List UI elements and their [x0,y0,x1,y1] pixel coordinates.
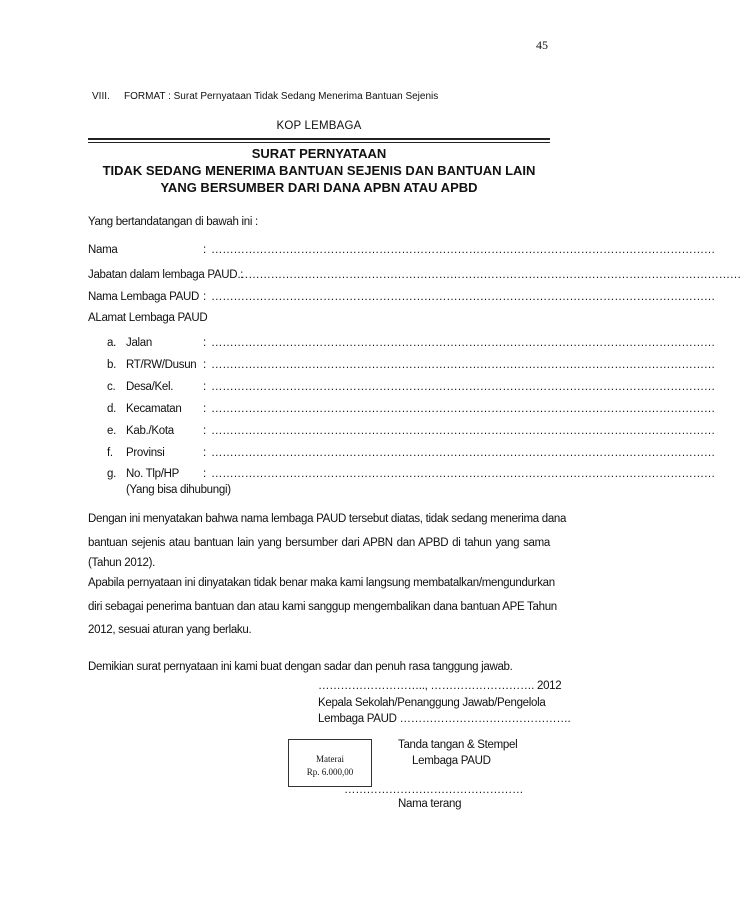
field-colon: : [203,447,206,459]
paragraph-2-line-3: 2012, sesuai aturan yang berlaku. [88,624,252,636]
format-title: Surat Pernyataan Tidak Sedang Menerima Bantuan Sejenis [173,91,439,102]
address-item-dots: ……………………………………………………………………………………………………………………… [211,425,716,437]
field-colon: : [203,359,206,371]
field-colon: : [203,291,206,303]
closing-text: Demikian surat pernyataan ini kami buat dengan sadar dan penuh rasa tanggung jawab. [88,661,513,673]
header-rule-thick [88,138,550,140]
field-label-jabatan: Jabatan dalam lembaga PAUD : [88,269,244,281]
paragraph-2-line-1: Apabila pernyataan ini dinyatakan tidak benar maka kami langsung membatalkan/mengundurkan [88,577,555,589]
page-number: 45 [536,38,548,52]
signature-role-1: Kepala Sekolah/Penanggung Jawab/Pengelola [318,697,546,709]
field-colon: : [203,337,206,349]
paragraph-2-line-2: diri sebagai penerima bantuan dan atau kami sanggup mengembalikan dana bantuan APE Tahun [88,601,557,613]
header-rule-thin [88,142,550,143]
field-colon: : [203,381,206,393]
address-item-dots: ……………………………………………………………………………………………………………………… [211,403,716,415]
address-item-dots: ……………………………………………………………………………………………………………………… [211,359,716,371]
address-item-letter: f. [107,447,113,459]
signature-label-1: Tanda tangan & Stempel [398,739,518,751]
kop-lembaga: KOP LEMBAGA [276,120,362,132]
field-label-alamat: ALamat Lembaga PAUD [88,312,208,324]
address-item-label: Desa/Kel. [126,381,174,393]
field-label-nama: Nama [88,244,118,256]
address-item-label: RT/RW/Dusun [126,359,197,371]
address-item-letter: b. [107,359,116,371]
paragraph-1-line-1: Dengan ini menyatakan bahwa nama lembaga PAUD tersebut diatas, tidak sedang menerima dana [88,513,567,525]
field-dots-nama: ……………………………………………………………………………………………………………………… [211,244,716,256]
address-item-label: Kab./Kota [126,425,174,437]
signature-date-line: ……………………….., ………………………. 2012 [318,680,562,692]
materai-box [288,739,372,787]
signature-name-label: Nama terang [398,798,462,810]
address-item-letter: a. [107,337,116,349]
signature-name-dots: ………………………………………… [344,784,524,796]
address-item-label: Kecamatan [126,403,182,415]
field-colon: : [203,244,206,256]
title-line-1: SURAT PERNYATAAN [251,146,387,161]
field-colon: : [203,425,206,437]
field-colon: : [203,403,206,415]
address-item-dots: ……………………………………………………………………………………………………………………… [211,381,716,393]
address-item-letter: c. [107,381,116,393]
address-item-letter: d. [107,403,116,415]
intro-text: Yang bertandatangan di bawah ini : [88,216,258,228]
paragraph-1-line-2: bantuan sejenis atau bantuan lain yang bersumber dari APBN dan APBD di tahun yang sama [88,537,550,549]
address-item-dots: ……………………………………………………………………………………………………………………… [211,337,716,349]
section-number: VIII. [92,91,110,102]
field-dots-nama-lembaga: ……………………………………………………………………………………………………………………… [211,291,716,303]
address-item-label: Jalan [126,337,152,349]
materai-label: Materai [316,754,344,764]
title-line-2: TIDAK SEDANG MENERIMA BANTUAN SEJENIS DAN BANTUAN LAIN [102,163,536,178]
address-item-label: No. Tlp/HP [126,468,180,480]
title-line-3: YANG BERSUMBER DARI DANA APBN ATAU APBD [160,180,478,195]
address-item-dots: ……………………………………………………………………………………………………………………… [211,468,716,480]
address-item-letter: e. [107,425,116,437]
address-item-label: Provinsi [126,447,165,459]
address-note: (Yang bisa dihubungi) [126,484,231,496]
field-label-nama-lembaga: Nama Lembaga PAUD [88,291,200,303]
address-item-dots: ……………………………………………………………………………………………………………………… [211,447,716,459]
materai-amount: Rp. 6.000,00 [306,767,354,777]
format-label: FORMAT : [124,91,171,102]
paragraph-1-line-3: (Tahun 2012). [88,557,156,569]
signature-role-2: Lembaga PAUD ………………………………………. [318,713,571,725]
address-item-letter: g. [107,468,116,480]
field-dots-jabatan: ……………………………………………………………………………………………………………………… [237,269,741,281]
section-heading [124,91,438,102]
field-colon: : [203,468,206,480]
signature-label-2: Lembaga PAUD [412,755,491,767]
